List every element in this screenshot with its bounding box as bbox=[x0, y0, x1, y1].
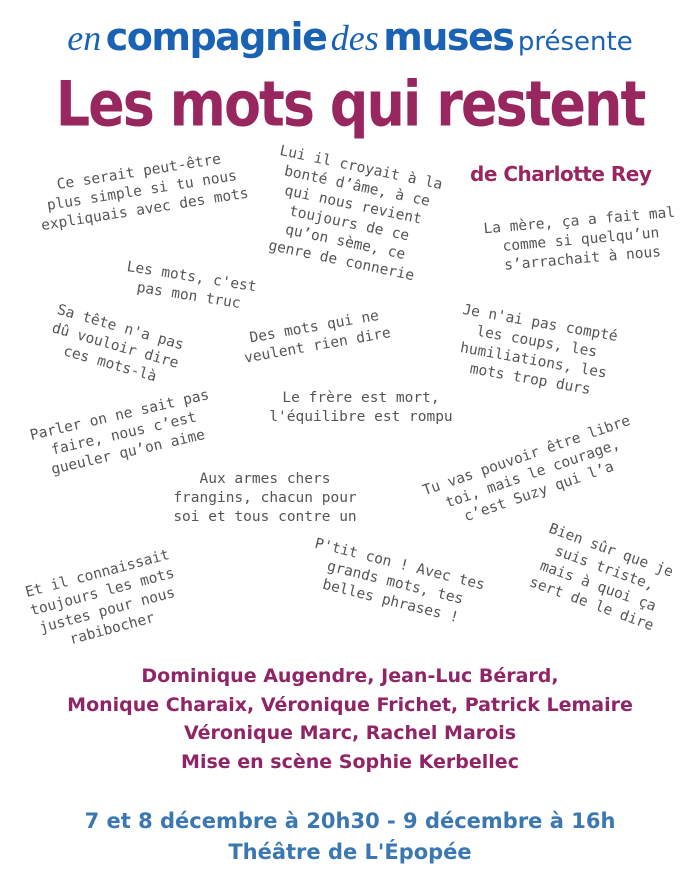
credits-line-4: Mise en scène Sophie Kerbellec bbox=[181, 750, 519, 773]
quote-2: Lui il croyait à la bonté d’âme, à ce qui nous revient toujours de ce qu’on sème, ce genre de connerie bbox=[266, 142, 444, 285]
credits-line-1: Dominique Augendre, Jean-Luc Bérard, bbox=[141, 665, 559, 687]
play-author: de Charlotte Rey bbox=[470, 162, 652, 186]
credits-line-2: Monique Charaix, Véronique Frichet, Patrick Lemaire bbox=[67, 693, 633, 716]
quote-8: Le frère est mort, l'équilibre est rompu bbox=[269, 390, 453, 425]
quote-1: Ce serait peut-être plus simple si tu nous expliquais avec des mots bbox=[40, 151, 250, 235]
header-word-presente: présente bbox=[517, 27, 633, 57]
header-word-des: des bbox=[330, 18, 379, 58]
theatre-name: Théâtre de L'Épopée bbox=[228, 840, 472, 864]
quote-10: Aux armes chers frangins, chacun pour soi et tous contre un bbox=[173, 471, 357, 525]
header-word-compagnie: compagnie bbox=[105, 15, 327, 59]
quote-12: Et il connaissait toujours les mots justes pour nous rabibocher bbox=[23, 547, 177, 649]
quote-5: Sa tête n'a pas dû vouloir dire ces mots-là bbox=[49, 302, 186, 386]
company-header bbox=[0, 15, 700, 59]
quote-11: Tu vas pouvoir être libre toi, mais le courage, c’est Suzy qui l’a bbox=[420, 412, 633, 526]
quote-4: Les mots, c'est pas mon truc bbox=[125, 258, 258, 312]
quote-6: Des mots qui ne veulent rien dire bbox=[243, 307, 393, 367]
quote-14: Bien sûr que je suis triste, mais à quoi ça sert de le dire bbox=[527, 520, 676, 635]
quote-13: P'tit con ! Avec tes grands mots, tes belles phrases ! bbox=[313, 535, 487, 627]
quote-9: Parler on ne sait pas faire, nous c’est gueuler qu’on aime bbox=[28, 387, 211, 478]
quote-7: Je n'ai pas compté les coups, les humiliations, les mots trop durs bbox=[458, 301, 619, 399]
quote-3: La mère, ça a fait mal comme si quelqu’un s’arrachait à nous bbox=[482, 204, 676, 274]
performance-dates: 7 et 8 décembre à 20h30 - 9 décembre à 16h bbox=[84, 809, 616, 833]
credits-line-3: Véronique Marc, Rachel Marois bbox=[183, 722, 517, 744]
cast-credits bbox=[0, 662, 700, 776]
performance-info bbox=[0, 806, 700, 868]
play-title: Les mots qui restent bbox=[55, 68, 645, 141]
header-word-muses: muses bbox=[383, 15, 514, 59]
header-word-en: en bbox=[67, 18, 102, 58]
